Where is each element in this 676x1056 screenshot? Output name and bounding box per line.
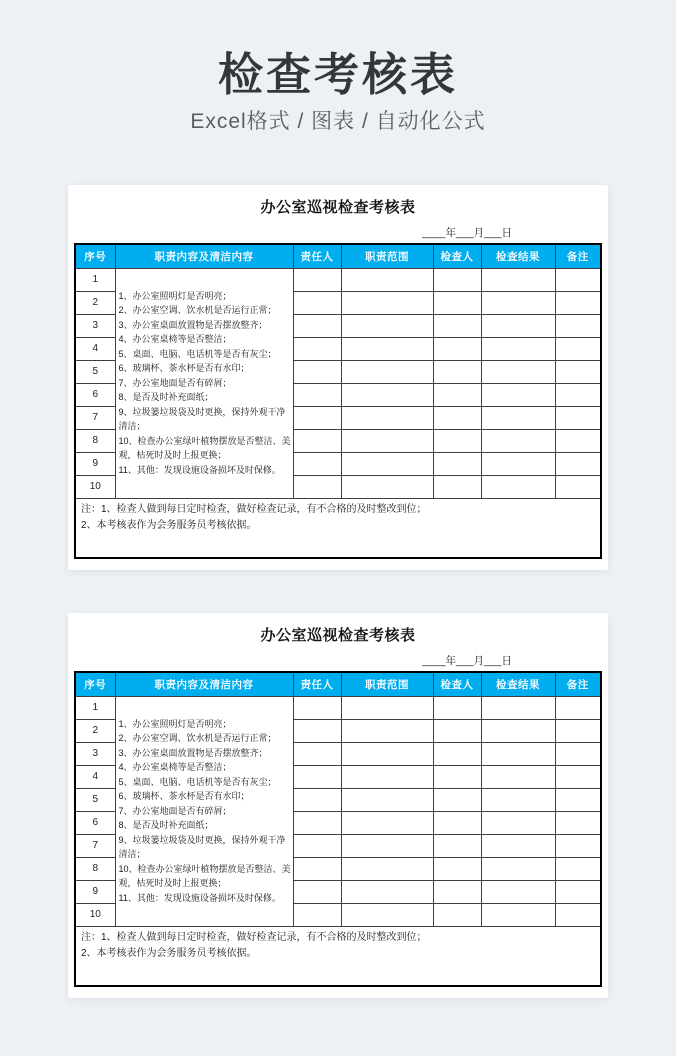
row-number-cell: 1 [75, 696, 115, 719]
duty-item: 4、办公室桌椅等是否整洁； [118, 762, 232, 773]
empty-cell [341, 765, 433, 788]
empty-cell [341, 268, 433, 291]
row-number-cell: 7 [75, 406, 115, 429]
row-number-cell: 2 [75, 719, 115, 742]
empty-cell [341, 696, 433, 719]
empty-cell [555, 788, 601, 811]
row-number-cell: 1 [75, 268, 115, 291]
notes-cell [75, 926, 601, 986]
empty-cell [555, 314, 601, 337]
row-number-cell: 8 [75, 429, 115, 452]
empty-cell [433, 337, 481, 360]
empty-cell [481, 880, 555, 903]
note-line: 2、本考核表作为会务服务员考核依据。 [81, 948, 257, 959]
empty-cell [555, 765, 601, 788]
column-header-3: 职责范围 [341, 672, 433, 696]
empty-cell [341, 811, 433, 834]
empty-cell [341, 314, 433, 337]
notes-row [75, 926, 601, 986]
duty-item: 9、垃圾篓垃圾袋及时更换，保持外观干净清洁； [118, 834, 286, 860]
duty-item: 3、办公室桌面放置物是否摆放整齐； [118, 319, 268, 330]
empty-cell [433, 383, 481, 406]
column-header-6: 备注 [555, 672, 601, 696]
note-line: 注：1、检查人做到每日定时检查，做好检查记录，有不合格的及时整改到位； [81, 503, 427, 515]
empty-cell [481, 719, 555, 742]
empty-cell [481, 811, 555, 834]
empty-cell [481, 834, 555, 857]
empty-cell [341, 475, 433, 498]
duty-item: 10、检查办公室绿叶植物摆放是否整洁、美观，枯死时及时上报更换； [118, 435, 291, 461]
column-header-5: 检查结果 [481, 672, 555, 696]
row-number-cell: 9 [75, 880, 115, 903]
page-title: 检查考核表 [217, 49, 458, 100]
notes-cell [75, 498, 601, 558]
column-header-6: 备注 [555, 244, 601, 268]
duty-item: 6、玻璃杯、茶水杯是否有水印； [118, 791, 250, 802]
duty-item: 7、办公室地面是否有碎屑； [118, 805, 232, 816]
empty-cell [293, 788, 341, 811]
empty-cell [555, 811, 601, 834]
empty-cell [293, 857, 341, 880]
empty-cell [555, 291, 601, 314]
empty-cell [293, 452, 341, 475]
empty-cell [481, 857, 555, 880]
empty-cell [433, 719, 481, 742]
duty-list [116, 289, 293, 478]
empty-cell [555, 429, 601, 452]
empty-cell [433, 742, 481, 765]
empty-cell [293, 880, 341, 903]
inspection-table [74, 671, 602, 987]
empty-cell [341, 742, 433, 765]
empty-cell [293, 291, 341, 314]
empty-cell [293, 475, 341, 498]
empty-cell [481, 475, 555, 498]
empty-cell [293, 360, 341, 383]
empty-cell [555, 475, 601, 498]
empty-cell [341, 857, 433, 880]
row-number-cell: 8 [75, 857, 115, 880]
column-header-5: 检查结果 [481, 244, 555, 268]
row-number-cell: 3 [75, 314, 115, 337]
empty-cell [481, 314, 555, 337]
empty-cell [293, 268, 341, 291]
duty-item: 5、桌面、电脑、电话机等是否有灰尘； [118, 776, 277, 787]
form-date-line: ____年___月___日 [422, 227, 512, 239]
empty-cell [341, 788, 433, 811]
empty-cell [481, 788, 555, 811]
note-line: 注：1、检查人做到每日定时检查，做好检查记录，有不合格的及时整改到位； [81, 931, 427, 943]
empty-cell [293, 696, 341, 719]
empty-cell [481, 452, 555, 475]
notes-row [75, 498, 601, 558]
template-preview-card-2 [68, 613, 608, 998]
duty-item: 11、其他：发现设施设备损坏及时保修。 [118, 464, 281, 475]
empty-cell [293, 903, 341, 926]
empty-cell [481, 337, 555, 360]
duty-item: 5、桌面、电脑、电话机等是否有灰尘； [118, 348, 277, 359]
empty-cell [481, 742, 555, 765]
duty-item: 8、是否及时补充面纸； [118, 392, 214, 403]
empty-cell [341, 880, 433, 903]
empty-cell [341, 903, 433, 926]
empty-cell [293, 742, 341, 765]
table-header-row [75, 244, 601, 268]
empty-cell [555, 337, 601, 360]
row-number-cell: 2 [75, 291, 115, 314]
empty-cell [481, 696, 555, 719]
empty-cell [341, 452, 433, 475]
empty-cell [293, 429, 341, 452]
empty-cell [293, 834, 341, 857]
empty-cell [433, 314, 481, 337]
row-number-cell: 4 [75, 765, 115, 788]
empty-cell [293, 406, 341, 429]
form-title: 办公室巡视检查考核表 [260, 627, 416, 644]
column-header-0: 序号 [75, 244, 115, 268]
empty-cell [555, 696, 601, 719]
empty-cell [341, 719, 433, 742]
empty-cell [293, 719, 341, 742]
row-number-cell: 5 [75, 788, 115, 811]
table-row [75, 268, 601, 291]
empty-cell [341, 383, 433, 406]
inspection-table [74, 243, 602, 559]
empty-cell [293, 337, 341, 360]
empty-cell [341, 429, 433, 452]
row-number-cell: 10 [75, 475, 115, 498]
column-header-4: 检查人 [433, 672, 481, 696]
empty-cell [481, 360, 555, 383]
empty-cell [433, 880, 481, 903]
empty-cell [555, 452, 601, 475]
duty-content-cell [115, 696, 293, 926]
empty-cell [341, 406, 433, 429]
row-number-cell: 9 [75, 452, 115, 475]
row-number-cell: 7 [75, 834, 115, 857]
empty-cell [433, 360, 481, 383]
row-number-cell: 6 [75, 811, 115, 834]
empty-cell [433, 788, 481, 811]
duty-item: 2、办公室空调、饮水机是否运行正常； [118, 305, 277, 316]
column-header-3: 职责范围 [341, 244, 433, 268]
empty-cell [481, 903, 555, 926]
duty-item: 8、是否及时补充面纸； [118, 820, 214, 831]
duty-item: 4、办公室桌椅等是否整洁； [118, 334, 232, 345]
empty-cell [293, 765, 341, 788]
duty-item: 11、其他：发现设施设备损坏及时保修。 [118, 892, 281, 903]
duty-item: 3、办公室桌面放置物是否摆放整齐； [118, 747, 268, 758]
empty-cell [433, 903, 481, 926]
empty-cell [433, 268, 481, 291]
empty-cell [433, 834, 481, 857]
empty-cell [555, 719, 601, 742]
column-header-2: 责任人 [293, 244, 341, 268]
note-line: 2、本考核表作为会务服务员考核依据。 [81, 520, 257, 531]
table-row [75, 696, 601, 719]
column-header-1: 职责内容及清洁内容 [115, 672, 293, 696]
empty-cell [555, 857, 601, 880]
row-number-cell: 10 [75, 903, 115, 926]
empty-cell [293, 811, 341, 834]
empty-cell [481, 268, 555, 291]
duty-item: 1、办公室照明灯是否明亮； [118, 290, 232, 301]
column-header-4: 检查人 [433, 244, 481, 268]
template-preview-card-1 [68, 185, 608, 570]
empty-cell [555, 360, 601, 383]
empty-cell [341, 360, 433, 383]
page-subtitle: Excel格式 / 图表 / 自动化公式 [190, 110, 486, 133]
column-header-0: 序号 [75, 672, 115, 696]
row-number-cell: 6 [75, 383, 115, 406]
empty-cell [555, 406, 601, 429]
duty-item: 10、检查办公室绿叶植物摆放是否整洁、美观，枯死时及时上报更换； [118, 863, 291, 889]
page-header [0, 0, 676, 135]
empty-cell [555, 903, 601, 926]
duty-item: 7、办公室地面是否有碎屑； [118, 377, 232, 388]
duty-item: 9、垃圾篓垃圾袋及时更换，保持外观干净清洁； [118, 406, 286, 432]
empty-cell [481, 406, 555, 429]
empty-cell [433, 857, 481, 880]
form-date-line: ____年___月___日 [422, 655, 512, 667]
empty-cell [341, 834, 433, 857]
empty-cell [433, 811, 481, 834]
empty-cell [433, 765, 481, 788]
form-title: 办公室巡视检查考核表 [260, 199, 416, 216]
row-number-cell: 4 [75, 337, 115, 360]
row-number-cell: 5 [75, 360, 115, 383]
column-header-2: 责任人 [293, 672, 341, 696]
empty-cell [555, 742, 601, 765]
empty-cell [341, 291, 433, 314]
empty-cell [433, 475, 481, 498]
duty-item: 1、办公室照明灯是否明亮； [118, 718, 232, 729]
duty-content-cell [115, 268, 293, 498]
duty-item: 6、玻璃杯、茶水杯是否有水印； [118, 363, 250, 374]
empty-cell [433, 291, 481, 314]
empty-cell [555, 880, 601, 903]
empty-cell [555, 268, 601, 291]
empty-cell [433, 696, 481, 719]
empty-cell [433, 429, 481, 452]
empty-cell [481, 765, 555, 788]
column-header-1: 职责内容及清洁内容 [115, 244, 293, 268]
empty-cell [293, 314, 341, 337]
row-number-cell: 3 [75, 742, 115, 765]
empty-cell [555, 834, 601, 857]
empty-cell [481, 383, 555, 406]
empty-cell [481, 429, 555, 452]
table-header-row [75, 672, 601, 696]
duty-list [116, 717, 293, 906]
duty-item: 2、办公室空调、饮水机是否运行正常； [118, 733, 277, 744]
empty-cell [555, 383, 601, 406]
empty-cell [481, 291, 555, 314]
empty-cell [433, 452, 481, 475]
empty-cell [341, 337, 433, 360]
empty-cell [293, 383, 341, 406]
empty-cell [433, 406, 481, 429]
